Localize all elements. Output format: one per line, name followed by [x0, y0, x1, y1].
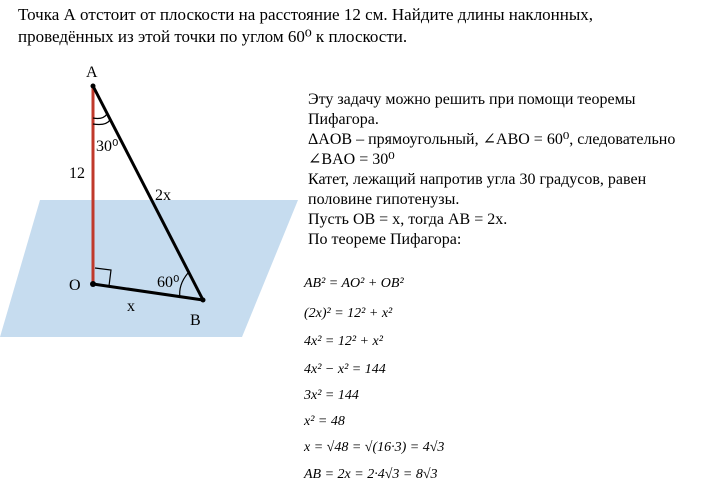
formula-line: AB = 2x = 2·4√3 = 8√3: [304, 467, 438, 482]
label-a: A: [86, 64, 98, 81]
label-o: O: [69, 277, 81, 294]
formula-line: 4x² = 12² + x²: [304, 334, 383, 349]
formula-line: 4x² − x² = 144: [304, 362, 386, 377]
label-ao-length: 12: [69, 165, 85, 182]
solution-text: [308, 90, 718, 250]
label-b: B: [190, 312, 201, 329]
formula-line: (2x)² = 12² + x²: [304, 306, 393, 321]
formula-line: AB² = AO² + OB²: [304, 276, 404, 291]
solution-line: половине гипотенузы.: [308, 191, 460, 208]
problem-line-2: проведённых из этой точки по углом 60⁰ к плоскости.: [18, 27, 408, 46]
formula-line: 3x² = 144: [304, 388, 359, 403]
solution-line: Эту задачу можно решить при помощи теоремы: [308, 91, 636, 108]
solution-line: ΔAOB – прямоугольный, ∠ABO = 60⁰, следовательно: [308, 131, 676, 148]
point-a-dot: [91, 84, 96, 89]
formula-line: x² = 48: [304, 414, 345, 429]
label-ab-length: 2x: [155, 187, 171, 204]
angle-arc-a-inner: [93, 114, 107, 119]
plane: [0, 200, 298, 337]
point-o-dot: [90, 281, 96, 287]
geometry-figure: [0, 0, 300, 490]
label-ob-length: x: [127, 298, 135, 315]
label-angle-a: 30⁰: [96, 138, 119, 155]
angle-arc-a-outer: [93, 120, 110, 125]
solution-line: Катет, лежащий напротив угла 30 градусов, равен: [308, 171, 647, 188]
point-b-dot: [201, 298, 206, 303]
solution-line: ∠BAO = 30⁰: [308, 151, 395, 168]
formula-line: x = √48 = √(16·3) = 4√3: [304, 440, 445, 455]
solution-line: Пусть OB = x, тогда AB = 2x.: [308, 211, 508, 228]
problem-line-1: Точка А отстоит от плоскости на расстояние 12 см. Найдите длины наклонных,: [18, 5, 594, 24]
solution-line: По теореме Пифагора:: [308, 231, 462, 248]
solution-line: Пифагора.: [308, 111, 379, 128]
label-angle-b: 60⁰: [157, 274, 180, 291]
